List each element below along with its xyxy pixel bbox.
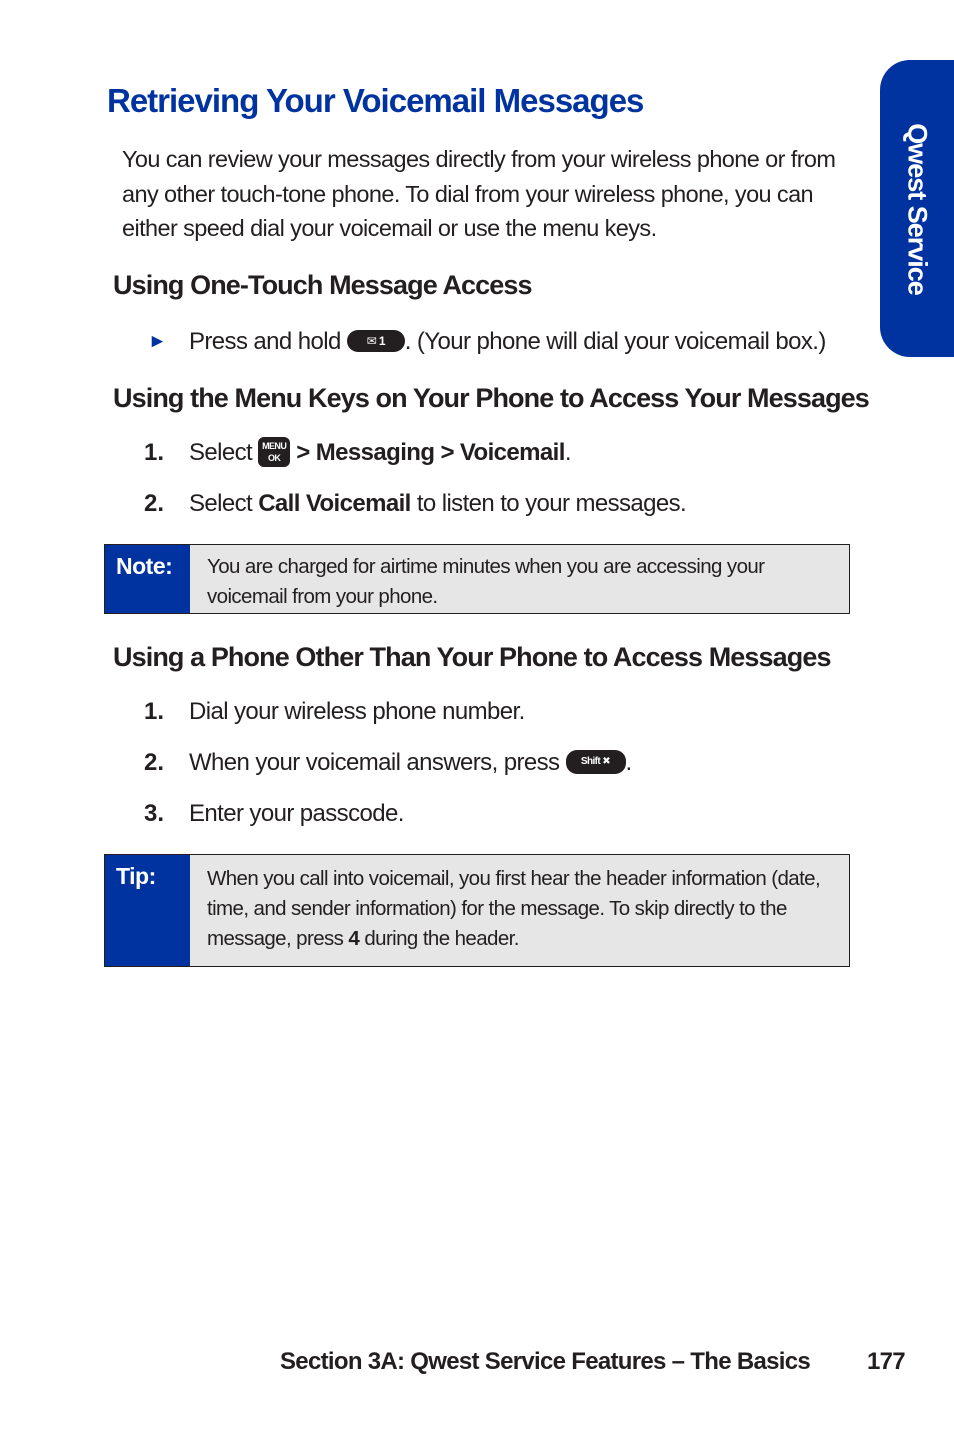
note-box [104, 544, 850, 614]
step-number: 3. [144, 800, 165, 827]
side-tab-label: Qwest Service [902, 122, 933, 295]
one-touch-text-after: . (Your phone will dial your voicemail box.) [404, 328, 826, 355]
step-number: 1. [144, 439, 165, 466]
other-step-2 [189, 746, 632, 780]
other-step-3: Enter your passcode. [189, 800, 404, 827]
page-title: Retrieving Your Voicemail Messages [107, 82, 644, 119]
step-number: 1. [144, 698, 165, 725]
bullet-arrow-icon: ► [148, 331, 167, 352]
step-text-before: When your voicemail answers, press [189, 749, 560, 776]
step-text-after: . [625, 749, 632, 776]
footer-page-number: 177 [867, 1348, 905, 1375]
tip-text [190, 855, 849, 966]
other-step-1: Dial your wireless phone number. [189, 698, 525, 725]
section-side-tab [880, 60, 954, 357]
tip-label: Tip: [105, 855, 190, 966]
menu-key-top-label: MENU [262, 440, 287, 451]
step-text-before: Select [189, 439, 253, 466]
step-text-before: Select [189, 490, 253, 517]
tip-key-number: 4 [348, 927, 360, 950]
footer-section-title: Section 3A: Qwest Service Features – The Basics [280, 1348, 811, 1375]
heading-other-phone: Using a Phone Other Than Your Phone to Access Messages [113, 642, 831, 672]
one-touch-text-before: Press and hold [189, 328, 341, 355]
note-text: You are charged for airtime minutes when you are accessing your voicemail from your phone. [207, 555, 765, 608]
tip-text-after: during the header. [364, 927, 519, 950]
note-label: Note: [105, 545, 190, 613]
heading-menu-keys: Using the Menu Keys on Your Phone to Access Your Messages [113, 383, 869, 413]
menu-step-1 [189, 436, 571, 470]
tip-box [104, 854, 850, 967]
menu-ok-key-icon [258, 437, 290, 467]
step-text-after: . [564, 439, 571, 466]
message-key-icon: ✉ 1 [347, 330, 405, 352]
intro-paragraph: You can review your messages directly from your wireless phone or from any other touch-tone phone. To dial from your wireless phone, you can either speed dial your voicemail or use the menu keys. [122, 146, 836, 241]
tip-text-before: When you call into voicemail, you first hear the header information (date, time, and sender information) for the message. To skip directly to the message, press [207, 867, 821, 950]
step-bold-path: > Messaging > Voicemail [296, 439, 565, 466]
shift-key-icon: Shift ✖ [566, 750, 626, 774]
menu-key-bottom-label: OK [268, 452, 281, 463]
menu-step-2 [189, 487, 686, 521]
heading-one-touch: Using One-Touch Message Access [113, 270, 532, 300]
step-text-after: to listen to your messages. [416, 490, 687, 517]
step-bold-option: Call Voicemail [258, 490, 411, 517]
step-number: 2. [144, 749, 165, 776]
one-touch-instruction [189, 325, 826, 359]
step-number: 2. [144, 490, 165, 517]
